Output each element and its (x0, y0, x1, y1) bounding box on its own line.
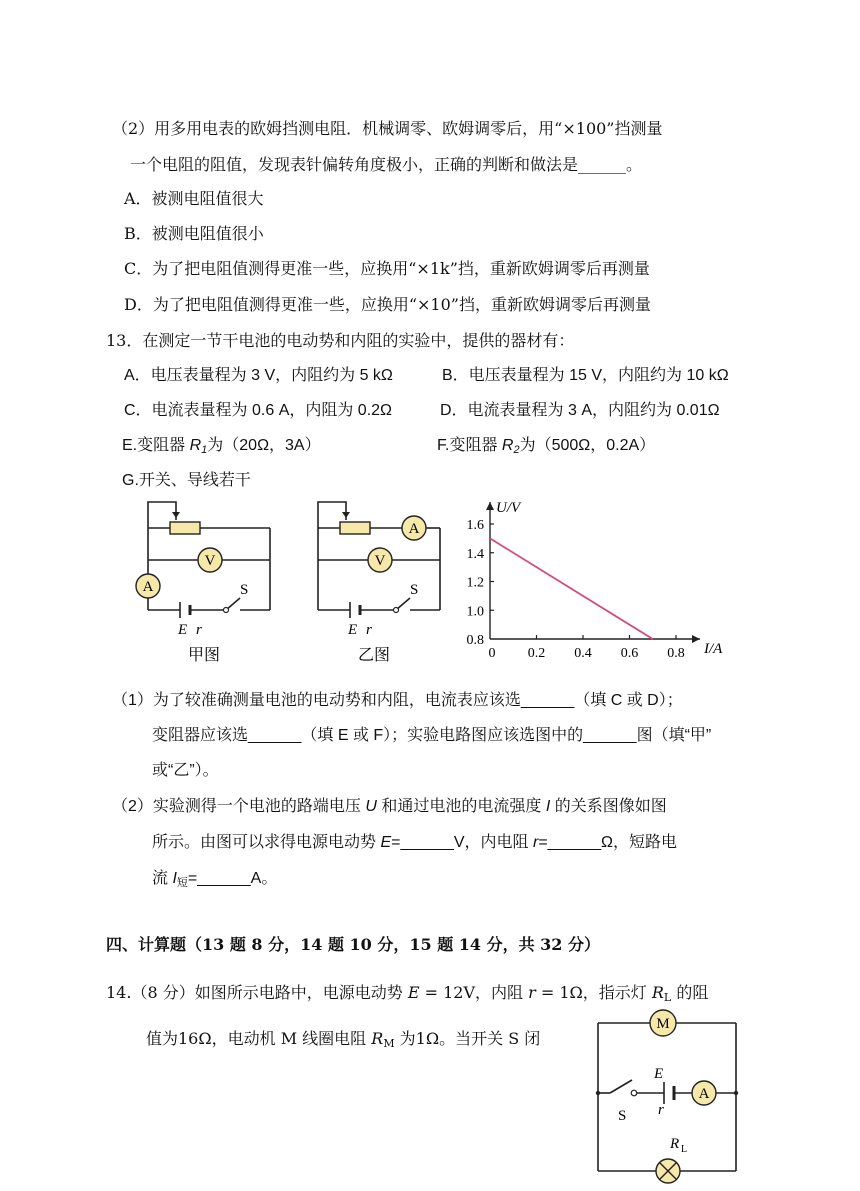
q14-text: 的阻 (671, 983, 709, 1002)
q13-sub2-line1 (112, 796, 667, 818)
symbol-r: r (532, 834, 539, 851)
q13-option-f-symbol: R (501, 437, 514, 454)
figure-caption: 甲图 (188, 647, 221, 664)
symbol-i: I (172, 870, 177, 887)
q14-text: = 1Ω，指示灯 (535, 983, 652, 1002)
emf-label: E (654, 1066, 664, 1082)
u-i-chart (458, 494, 738, 666)
q14-text: 14.（8 分）如图所示电路中，电源电动势 (106, 983, 408, 1002)
y-axis-arrow (486, 502, 494, 510)
q14-text: 值为16Ω，电动机 M 线圈电阻 (146, 1029, 372, 1048)
circuit-diagram-yi (298, 494, 458, 670)
y-tick-label: 0.8 (466, 633, 484, 648)
section-title: 四、计算题（13 题 8 分，14 题 10 分，15 题 14 分，共 32 分） (106, 935, 601, 954)
q12-option-b: B．被测电阻值很小 (124, 224, 264, 243)
q13-option-f (437, 435, 655, 461)
q14-line1 (106, 982, 708, 1009)
switch-label: S (618, 1108, 627, 1124)
internal-resistance-label: r (196, 622, 202, 638)
q13-sub2-text: 的关系图像如图 (550, 798, 667, 815)
q13-sub2-text: 所示。由图可以求得电源电动势 (152, 834, 381, 851)
x-axis-arrow (692, 635, 700, 643)
y-tick-label: 1.4 (466, 546, 484, 562)
symbol-u: U (365, 798, 377, 815)
x-tick-label: 0.6 (620, 646, 639, 661)
q13-sub2-text: =______A。 (187, 870, 278, 887)
y-tick-label: 1.6 (466, 518, 484, 533)
emf-label: E (348, 622, 358, 638)
internal-resistance-label: r (366, 622, 372, 638)
x-tick-label: 0.4 (574, 646, 592, 661)
q13-sub1-line1: （1）为了较准确测量电池的电动势和内阻，电流表应该选______（填 C 或 D）； (112, 692, 683, 709)
q13-stem: 13．在测定一节干电池的电动势和内阻的实验中，提供的器材有： (106, 331, 575, 350)
lamp-resistance-label: R (670, 1136, 680, 1152)
x-tick-label: 0 (488, 646, 496, 661)
motor-label: M (656, 1016, 670, 1032)
symbol-r: r (528, 983, 536, 1002)
symbol-r-l: R (651, 983, 664, 1002)
symbol-r-l-subscript: L (663, 991, 672, 1004)
q12-option-a: A．被测电阻值很大 (124, 189, 264, 208)
q13-option-f-sub: 2 (513, 444, 520, 456)
q13-option-f-rest: 为（500Ω，0.2A） (519, 437, 656, 454)
symbol-r-m: R (371, 1029, 384, 1048)
q14-circuit-diagram (588, 1008, 748, 1186)
switch-label: S (240, 582, 249, 598)
symbol-r-m-subscript: M (383, 1037, 395, 1050)
symbol-e: E (380, 834, 392, 851)
q13-option-e-symbol: R (189, 437, 202, 454)
q12-part2-line2: 一个电阻的阻值，发现表针偏转角度极小，正确的判断和做法是______。 (130, 155, 643, 174)
q13-option-f-prefix: F.变阻器 (437, 437, 502, 454)
q12-part2-line1: （2）用多用电表的欧姆挡测电阻．机械调零、欧姆调零后，用“×100”挡测量 (112, 119, 663, 138)
q14-text: 为1Ω。当开关 S 闭 (394, 1029, 541, 1048)
symbol-e: E (407, 983, 420, 1002)
q13-sub2-text: =______Ω，短路电 (538, 834, 678, 851)
y-axis-label: U/V (496, 500, 521, 516)
voltmeter-label: V (204, 553, 216, 569)
q13-option-e-sub: 1 (201, 444, 208, 456)
lamp-resistance-subscript: L (681, 1144, 688, 1155)
q14-text: = 12V，内阻 (419, 983, 529, 1002)
y-tick-label: 1.0 (466, 604, 484, 620)
q14-line2 (146, 1028, 540, 1055)
circuit-diagram-jia (128, 494, 288, 670)
ammeter-label: A (408, 521, 420, 537)
q13-sub2-text: =______V，内电阻 (391, 834, 533, 851)
q13-option-c: C．电流表量程为 0.6 A，内阻为 0.2Ω (124, 402, 393, 419)
q13-option-e-rest: 为（20Ω，3A） (207, 437, 321, 454)
ammeter-label: A (142, 579, 154, 595)
ammeter-label: A (698, 1086, 710, 1102)
emf-label: E (178, 622, 188, 638)
q12-option-d: D．为了把电阻值测得更准一些，应换用“×10”挡，重新欧姆调零后再测量 (124, 295, 651, 314)
q13-sub1-line3: 或“乙”）。 (152, 762, 219, 779)
y-tick-label: 1.2 (466, 575, 484, 591)
figure-caption: 乙图 (358, 647, 391, 664)
q13-sub2-line3 (152, 868, 277, 894)
voltmeter-label: V (374, 553, 386, 569)
q13-sub2-text: 和通过电池的电流强度 (376, 798, 546, 815)
q13-sub2-text: （2）实验测得一个电池的路端电压 (112, 798, 366, 815)
q13-option-g: G.开关、导线若干 (122, 472, 251, 489)
q13-option-e-prefix: E.变阻器 (122, 437, 190, 454)
symbol-i-subscript: 短 (176, 877, 188, 889)
x-axis-label: I/A (704, 641, 723, 657)
internal-resistance-label: r (658, 1102, 664, 1118)
switch-label: S (410, 582, 419, 598)
q12-option-c: C．为了把电阻值测得更准一些，应换用“×1k”挡，重新欧姆调零后再测量 (124, 259, 650, 278)
q13-option-a: A．电压表量程为 3 V，内阻约为 5 kΩ (124, 367, 393, 384)
q13-sub1-line2: 变阻器应该选______（填 E 或 F）；实验电路图应该选图中的______图（填“甲” (152, 727, 712, 744)
series-line (490, 538, 653, 639)
q13-option-e (122, 435, 321, 461)
x-tick-label: 0.8 (667, 646, 685, 661)
q13-option-b: B．电压表量程为 15 V，内阻约为 10 kΩ (442, 367, 729, 384)
q13-option-d: D．电流表量程为 3 A，内阻约为 0.01Ω (440, 402, 720, 419)
x-tick-label: 0.2 (527, 646, 546, 661)
symbol-i: I (545, 798, 551, 815)
q13-sub2-text: 流 (152, 870, 173, 887)
q13-sub2-line2 (152, 832, 677, 854)
